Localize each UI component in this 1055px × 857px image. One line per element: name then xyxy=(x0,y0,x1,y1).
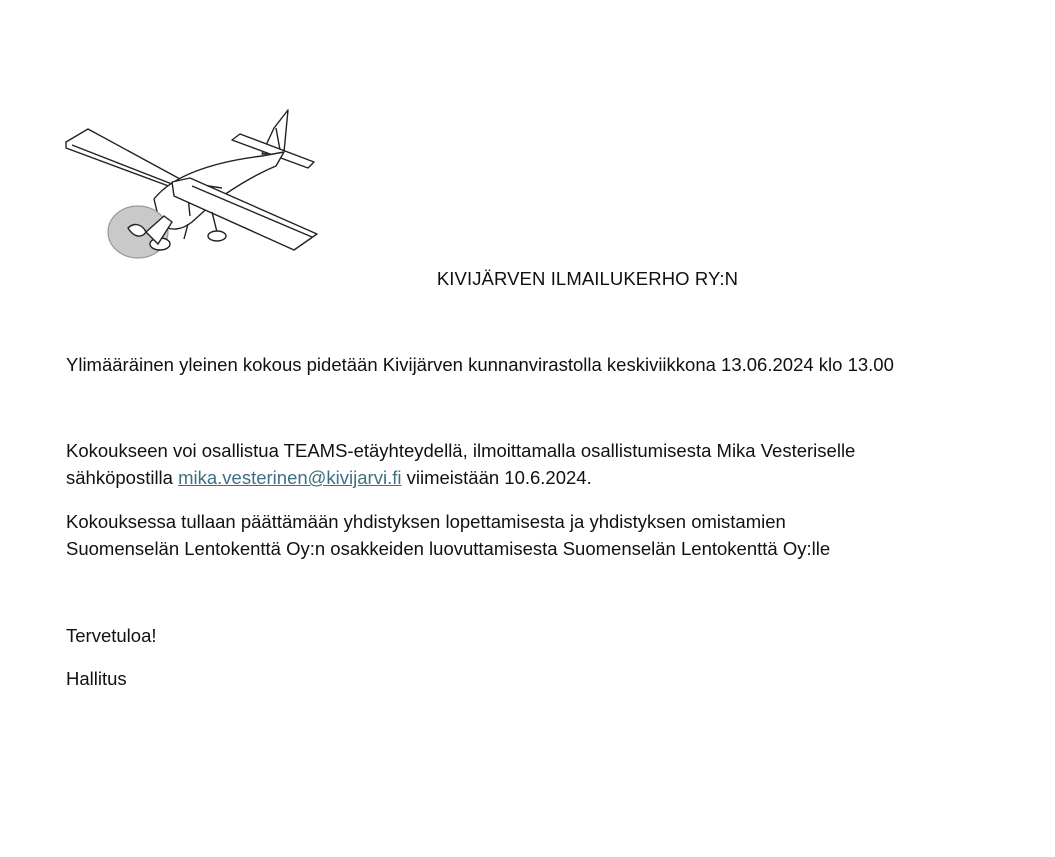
agenda-line-2: Suomenselän Lentokenttä Oy:n osakkeiden luovuttamisesta Suomenselän Lentokenttä Oy:lle xyxy=(66,538,831,559)
agenda-paragraph xyxy=(66,508,1006,562)
welcome-text: Tervetuloa! xyxy=(66,625,157,646)
meeting-announcement: Ylimääräinen yleinen kokous pidetään Kivijärven kunnanvirastolla keskiviikkona 13.06.2024 klo 13.00 xyxy=(66,354,894,375)
participation-paragraph xyxy=(66,437,1006,491)
participation-line: Kokoukseen voi osallistua TEAMS-etäyhteydellä, ilmoittamalla osallistumisesta Mika Vesteriselle xyxy=(66,440,856,461)
agenda-line-1: Kokouksessa tullaan päättämään yhdistyksen lopettamisesta ja yhdistyksen omistamien xyxy=(66,511,786,532)
participation-deadline: viimeistään 10.6.2024. xyxy=(401,467,592,488)
airplane-logo xyxy=(62,104,322,264)
participation-prefix: sähköpostilla xyxy=(66,467,179,488)
airplane-icon xyxy=(62,104,322,264)
email-link[interactable]: mika.vesterinen@kivijarvi.fi xyxy=(178,467,402,488)
signature: Hallitus xyxy=(66,668,127,689)
page-title: KIVIJÄRVEN ILMAILUKERHO RY:N xyxy=(436,268,739,289)
